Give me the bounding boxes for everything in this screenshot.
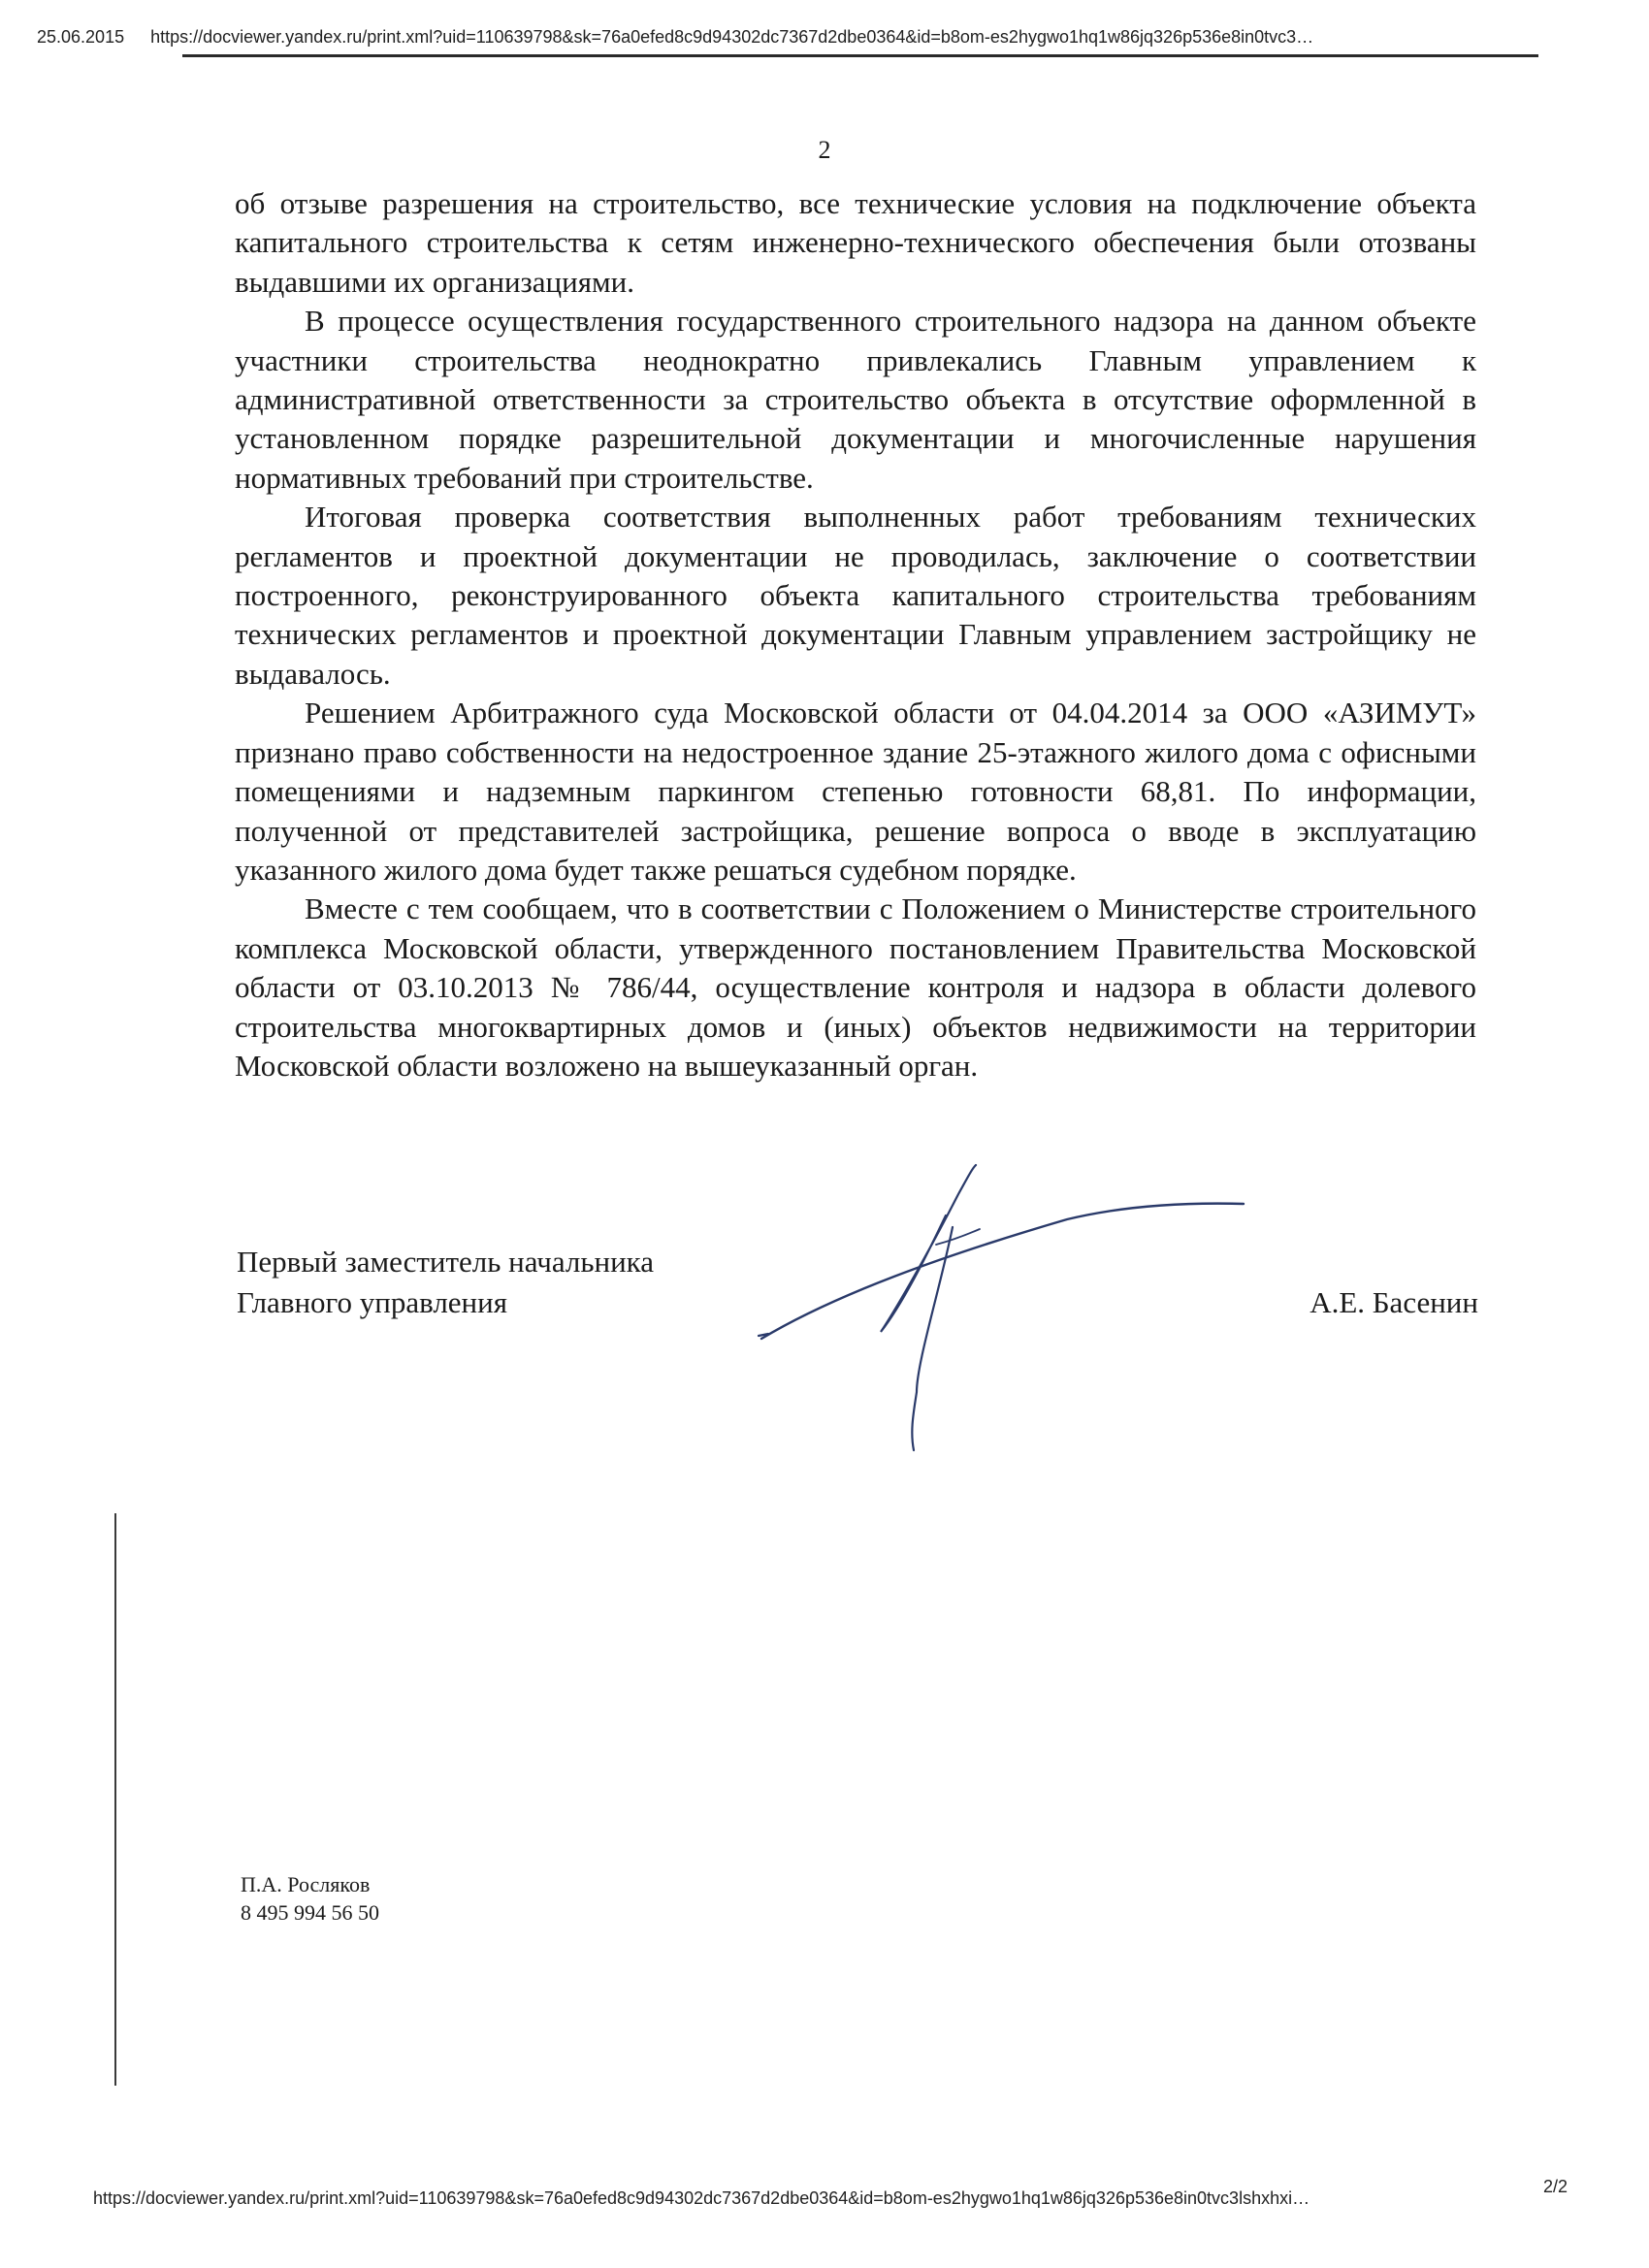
handwritten-signature <box>747 1159 1261 1460</box>
print-footer <box>93 2177 1568 2209</box>
executor-phone: 8 495 994 56 50 <box>241 1900 379 1925</box>
print-header <box>37 27 1550 56</box>
page-of-count: 2/2 <box>1542 2177 1568 2196</box>
page-number: 2 <box>818 136 831 164</box>
paragraph-court-decision: Решением Арбитражного суда Московской области от 04.04.2014 за ООО «АЗИМУТ» признано право собственности на недостроенное здание 25-этажного жилого дома с офисными помещениями и надземным паркингом степенью готовности 68,81. По информации, полученной от представителей застройщика, решение вопроса о вводе в эксплуатацию указанного жилого дома будет также решаться судебном порядке. <box>235 696 1476 887</box>
signer-title-line1: Первый заместитель начальника <box>237 1245 655 1279</box>
signer-name: А.Е. Басенин <box>1310 1285 1478 1319</box>
signer-title <box>237 1242 654 1323</box>
paragraph-ministry-notice: Вместе с тем сообщаем, что в соответствии с Положением о Министерстве строительного комплекса Московской области, утвержденного постановлением Правительства Московской области от 03.10.2013 № 786/44, осуществление контроля и надзора в области долевого строительства многоквартирных домов и (иных) объектов недвижимости на территории Московской области возложено на вышеуказанный орган. <box>235 891 1476 1083</box>
header-divider <box>182 54 1538 57</box>
print-footer-url: https://docviewer.yandex.ru/print.xml?uid=110639798&sk=76a0efed8c9d94302dc7367d2dbe0364&id=b8om-es2hygwo1hq1w86jq326p536e8in0tvc3lshxhxi… <box>93 2188 1310 2208</box>
letter-body <box>235 184 1476 1085</box>
paragraph-final-inspection: Итоговая проверка соответствия выполненных работ требованиям технических регламентов и проектной документации не проводилась, заключение о соответствии построенного, реконструированного объекта капитального строительства требованиям технических регламентов и проектной документации Главным управлением застройщику не выдавалось. <box>235 500 1476 691</box>
executor-name: П.А. Росляков <box>241 1872 371 1896</box>
executor-block <box>241 1870 379 1927</box>
print-date: 25.06.2015 <box>37 27 125 47</box>
print-header-url: https://docviewer.yandex.ru/print.xml?uid=110639798&sk=76a0efed8c9d94302dc7367d2dbe0364&id=b8om-es2hygwo1hq1w86jq326p536e8in0tvc3… <box>150 27 1314 47</box>
paragraph-continuation: об отзыве разрешения на строительство, все технические условия на подключение объекта капитального строительства к сетям инженерно-технического обеспечения были отозваны выдавшими их организациями. <box>235 186 1476 299</box>
margin-line <box>114 1513 116 2086</box>
paragraph-supervision: В процессе осуществления государственного строительного надзора на данном объекте участники строительства неоднократно привлекались Главным управлением к административной ответственности за строительство объекта в отсутствие оформленной в установленном порядке разрешительной документации и многочисленные нарушения нормативных требований при строительстве. <box>235 304 1476 495</box>
signer-title-line2: Главного управления <box>237 1285 507 1319</box>
